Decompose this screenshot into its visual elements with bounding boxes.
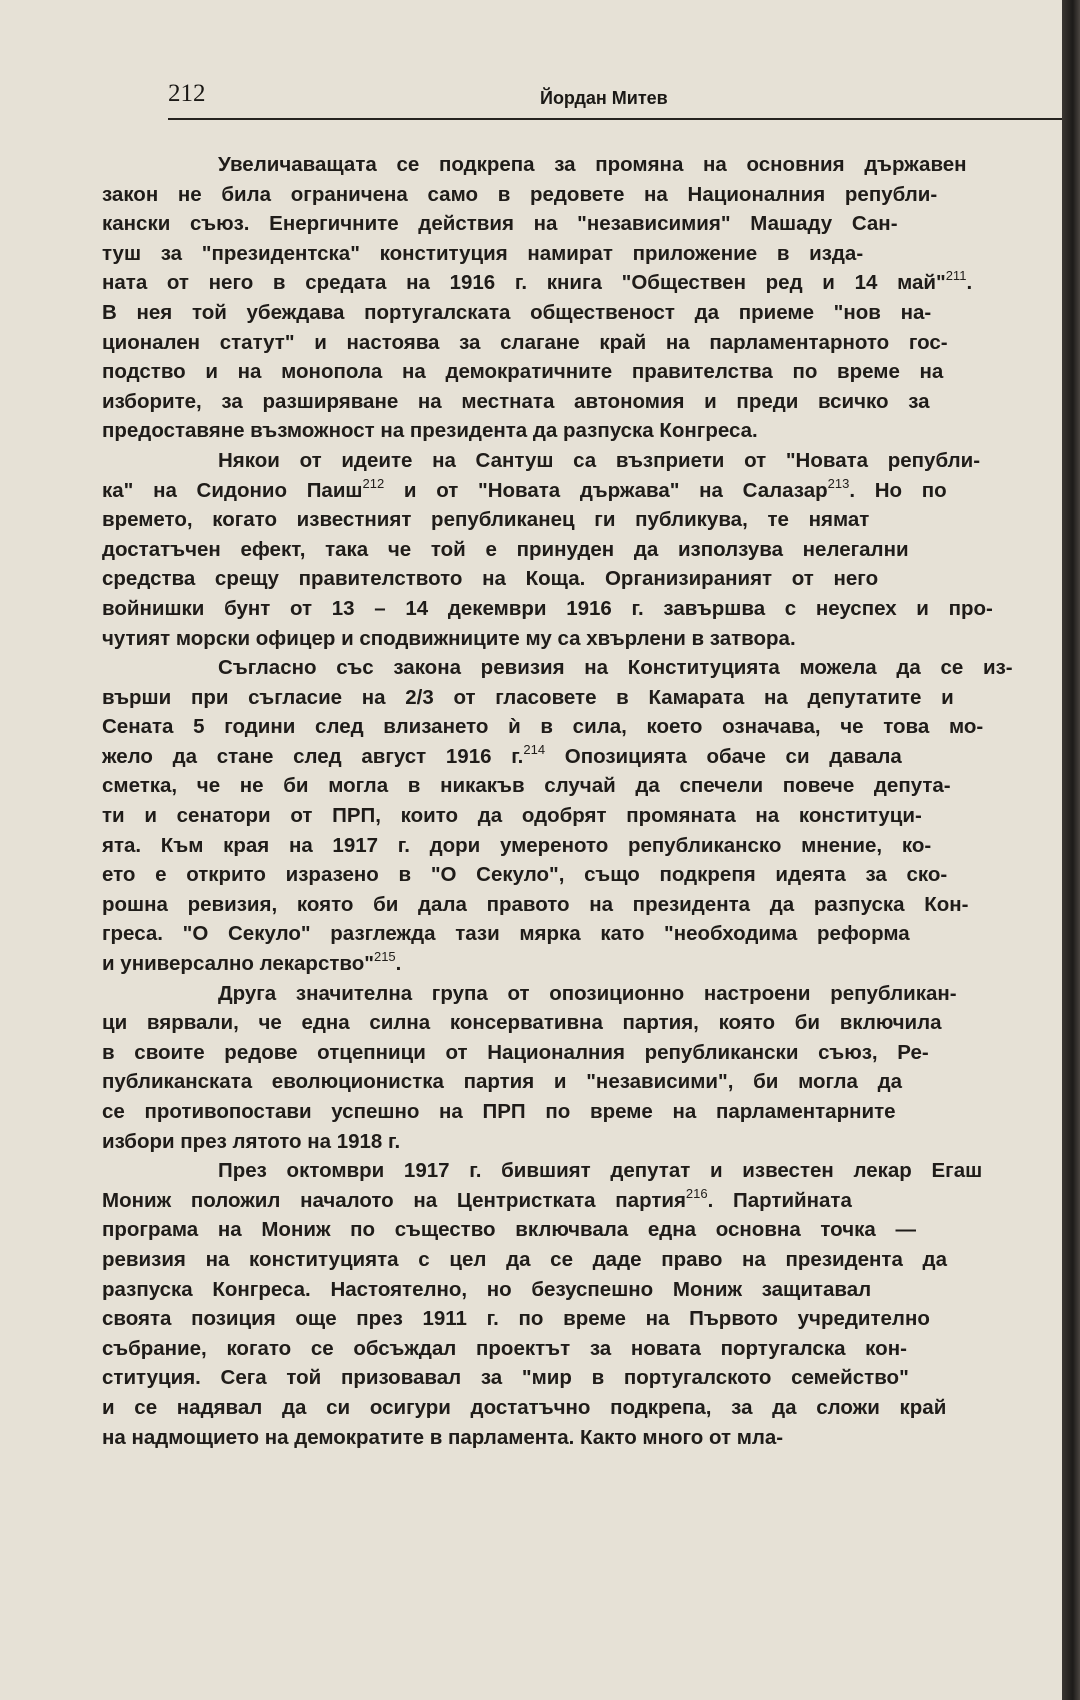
text-line: предоставяне възможност на президента да разпуска Конгреса. — [102, 419, 758, 443]
text-line: и универсално лекарство"$^{215}$. — [102, 949, 402, 976]
page-number: 212 — [168, 80, 206, 107]
text-line: Съгласно със закона ревизия на Конституцията можела да се из- — [218, 656, 1013, 680]
text-line: времето, когато известният републиканец ги публикува, те нямат — [102, 508, 870, 532]
text-line: средства срещу правителството на Коща. Организираният от него — [102, 567, 879, 591]
text-line: изборите, за разширяване на местната автономия и преди всичко за — [102, 389, 930, 413]
text-line: Мониж положил началото на Центристката партия$^{216}$. Партийната — [102, 1185, 852, 1212]
text-line: върши при съгласие на 2/3 от гласовете в Камарата на депутатите и — [102, 685, 954, 709]
text-line: достатъчен ефект, така че той е принуден да използува нелегални — [102, 537, 909, 561]
text-line: своята позиция още през 1911 г. по време на Първото учредително — [102, 1307, 930, 1331]
text-line: подство и на монопола на демократичните правителства по време на — [102, 360, 944, 384]
paragraph — [102, 653, 1058, 979]
paragraph — [102, 1156, 1058, 1452]
footnote-ref: 212 — [362, 475, 385, 491]
text-line: греса. "О Секуло" разглежда тази мярка като "необходима реформа — [102, 922, 910, 946]
text-line: чутият морски офицер и сподвижниците му са хвърлени в затвора. — [102, 626, 796, 650]
text-line: войнишки бунт от 13 – 14 декември 1916 г. завършва с неуспех и про- — [102, 596, 993, 620]
paragraph — [102, 446, 1058, 653]
text-line: Сената 5 години след влизането ѝ в сила, което означава, че това мо- — [102, 715, 984, 739]
text-line: ци вярвали, че една силна консервативна партия, която би включила — [102, 1011, 942, 1035]
text-line: ревизия на конституцията с цел да се даде право на президента да — [102, 1247, 947, 1271]
footnote-ref: 213 — [827, 475, 850, 491]
text-line: кански съюз. Енергичните действия на "независимия" Машаду Сан- — [102, 212, 898, 236]
text-line: и се надявал да си осигури достатъчно подкрепа, за да сложи край — [102, 1395, 947, 1419]
text-line: Увеличаващата се подкрепа за промяна на основния държавен — [218, 153, 967, 176]
text-line: Някои от идеите на Сантуш са възприети от "Новата републи- — [218, 448, 981, 472]
text-line: В нея той убеждава португалската общественост да приеме "нов на- — [102, 300, 932, 324]
text-line: През октомври 1917 г. бившият депутат и известен лекар Егаш — [218, 1159, 983, 1183]
text-line: рошна ревизия, която би дала правото на президента да разпуска Кон- — [102, 892, 969, 916]
paragraph — [102, 150, 1058, 446]
body-text — [102, 150, 1058, 1452]
footnote-ref: 214 — [523, 741, 546, 757]
header-rule — [168, 118, 1062, 120]
text-line: закон не била ограничена само в редовете на Националния републи- — [102, 182, 938, 206]
text-line: публиканската еволюционистка партия и "независими", би могла да — [102, 1070, 903, 1094]
text-line: избори през лятото на 1918 г. — [102, 1129, 401, 1153]
text-line: се противопостави успешно на ПРП по време на парламентарните — [102, 1100, 896, 1123]
text-line: ционален статут" и настоява за слагане край на парламентарното гос- — [102, 330, 948, 354]
text-line: ето е открито изразено в "О Секуло", също подкрепя идеята за ско- — [102, 863, 948, 887]
text-line: ти и сенатори от ПРП, които да одобрят промяната на конституци- — [102, 804, 922, 828]
text-line: събрание, когато се обсъждал проектът за новата португалска кон- — [102, 1336, 907, 1360]
text-line: на надмощието на демократите в парламента. Както много от мла- — [102, 1425, 784, 1449]
footnote-ref: 215 — [373, 949, 396, 965]
text-line: програма на Мониж по същество включвала една основна точка — — [102, 1218, 916, 1242]
text-line: жело да стане след август 1916 г.$^{214}$ Опозицията обаче си давала — [102, 741, 902, 768]
text-line: ната от него в средата на 1916 г. книга "Обществен ред и 14 май"$^{211}$. — [102, 268, 973, 295]
text-line: ституция. Сега той призовавал за "мир в португалското семейство" — [102, 1366, 909, 1390]
text-line: в своите редове отцепници от Националния републикански съюз, Ре- — [102, 1040, 929, 1064]
text-line: ка" на Сидонио Паиш$^{212}$ и от "Новата държава" на Салазар$^{213}$. Но по — [102, 475, 947, 502]
footnote-ref: 216 — [685, 1185, 708, 1201]
text-line: сметка, че не би могла в никакъв случай да спечели повече депута- — [102, 774, 951, 798]
page-header — [168, 80, 1062, 120]
text-line: ята. Към края на 1917 г. дори умереното републиканско мнение, ко- — [102, 833, 932, 857]
running-title: Йордан Митев — [540, 88, 668, 108]
footnote-ref: 211 — [945, 268, 967, 284]
paragraph — [102, 979, 1058, 1157]
text-line: туш за "президентска" конституция намират приложение в изда- — [102, 241, 864, 265]
text-line: разпуска Конгреса. Настоятелно, но безуспешно Мониж защитавал — [102, 1277, 872, 1301]
text-line: Друга значителна група от опозиционно настроени републикан- — [218, 981, 957, 1005]
page-edge-shadow — [1062, 0, 1080, 1700]
